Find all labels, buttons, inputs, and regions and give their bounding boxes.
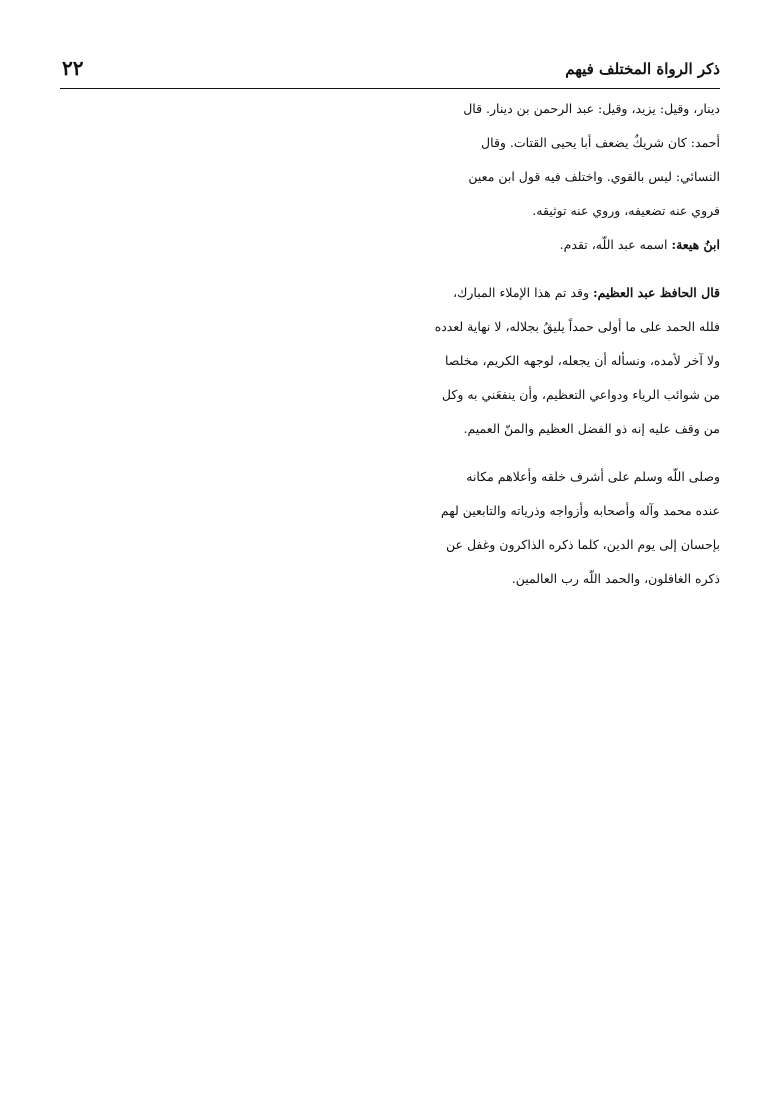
text-line: دينار، وقيل: يزيد، وقيل: عبد الرحمن بن دينار. قال: [463, 101, 720, 116]
paragraph-2: [400, 228, 720, 262]
paragraph-1: [400, 92, 720, 228]
paragraph-3: [400, 276, 720, 446]
text-line: النسائي: ليس بالقوي. واختلف فيه قول ابن معين: [468, 169, 720, 184]
body-text: [400, 92, 720, 596]
text-line: [400, 228, 720, 262]
text-line: فلله الحمد على ما أولى حمداً يليقُ بجلاله، لا نهاية لعدده: [434, 319, 720, 334]
paragraph-4: [400, 460, 720, 596]
text-line: عنده محمد وآله وأصحابه وأزواجه وذرياته والتابعين لهم: [440, 503, 720, 518]
text-line: ولا آخر لأمده، ونسأله أن يجعله، لوجهه الكريم، مخلصا: [444, 353, 720, 368]
running-title: ذكر الرواة المختلف فيهم: [565, 60, 720, 78]
text-line: فروي عنه تضعيفه، وروي عنه توثيقه.: [532, 203, 720, 218]
text-line: من شوائب الرياء ودواعي التعظيم، وأن ينفعَني به وكل: [441, 387, 720, 402]
text-line: وصلى اللّه وسلم على أشرف خلقه وأعلاهم مكانه: [466, 469, 720, 484]
text-line: من وقف عليه إنه ذو الفضل العظيم والمنّ العميم.: [463, 421, 720, 436]
text-line: أحمد: كان شريكٌ يضعف أبا يحيى القتات. وقال: [481, 135, 720, 150]
text-line: بإحسان إلى يوم الدين، كلما ذكره الذاكرون وغفل عن: [446, 537, 720, 552]
text-line: ذكره الغافلون، والحمد اللّه رب العالمين.: [511, 571, 720, 586]
text-line: [400, 276, 720, 310]
narrator-name: ابنُ هيعة:: [671, 237, 720, 252]
paragraph-gap: [400, 446, 720, 460]
page-number: ٢٢: [62, 56, 84, 80]
speaker-text: وقد تم هذا الإملاء المبارك،: [453, 285, 594, 300]
paragraph-gap: [400, 262, 720, 276]
narrator-note: اسمه عبد اللّه، تقدم.: [559, 237, 672, 252]
page-header: [60, 58, 720, 89]
speaker-name: قال الحافظ عبد العظيم:: [593, 285, 720, 300]
